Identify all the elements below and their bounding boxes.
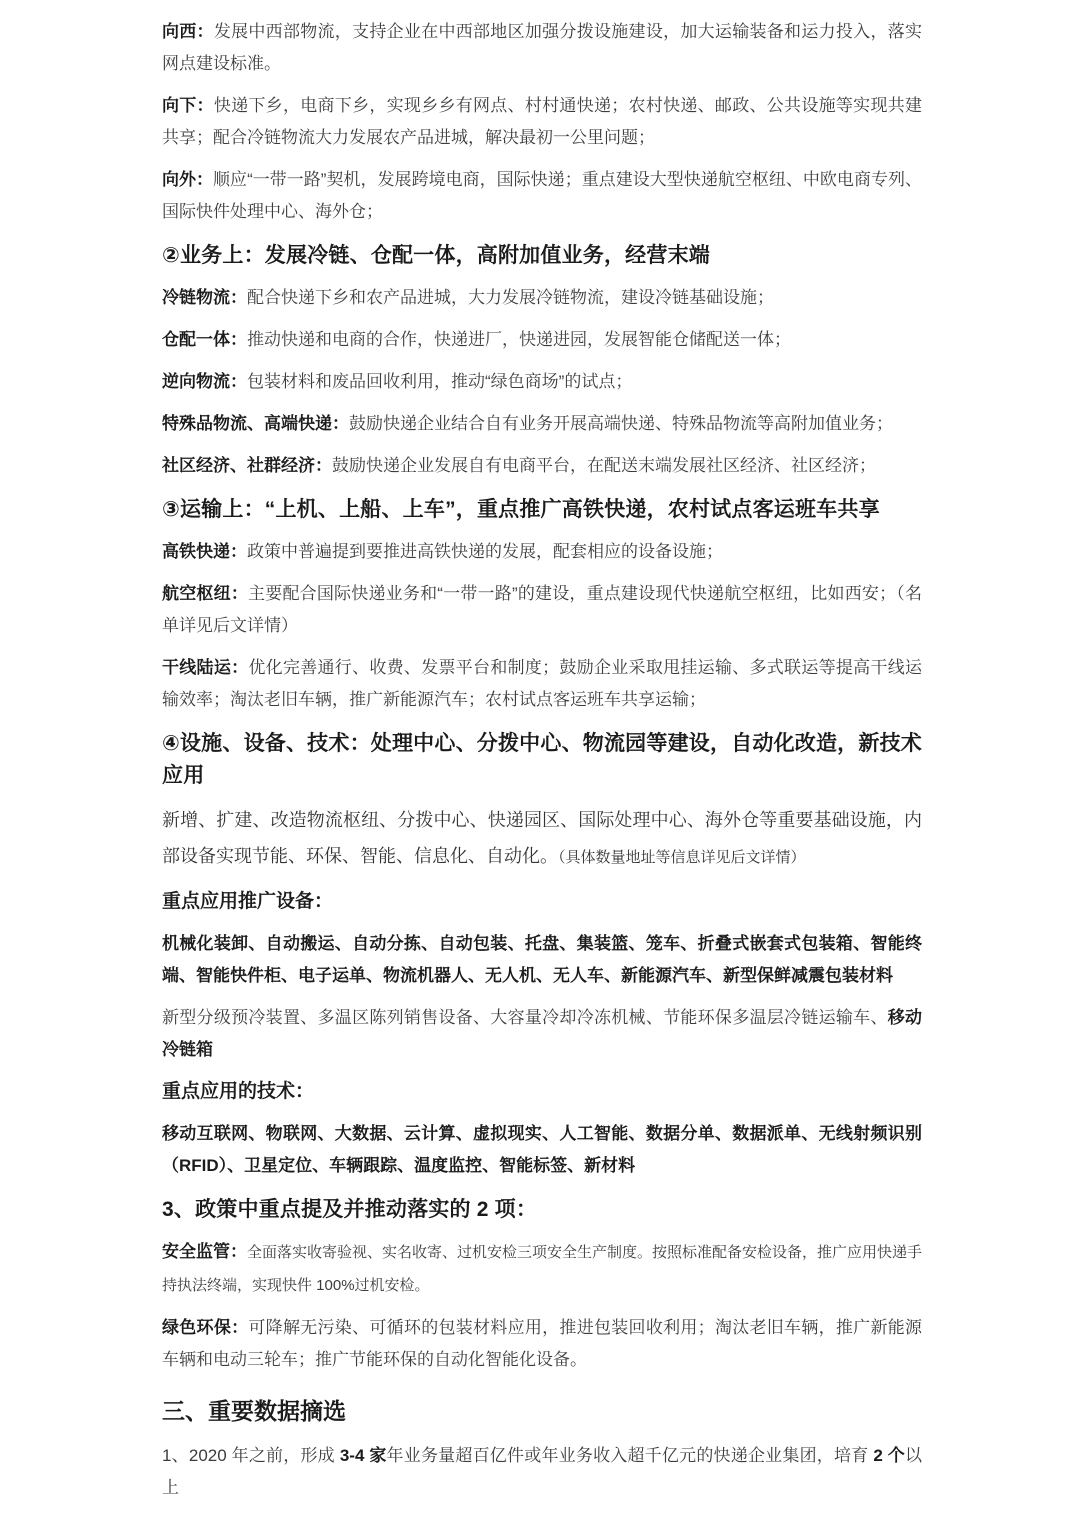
para-trunk-land-transport [162, 652, 922, 716]
para-equipment-list-1 [162, 928, 922, 992]
text-segment: 快递下乡，电商下乡，实现乡乡有网点、村村通快递；农村快递、邮政、公共设施等实现共建共享；配合冷链物流大力发展农产品进城，解决最初一公里问题； [162, 96, 923, 147]
text-segment-bold: 移动互联网、物联网、大数据、云计算、虚拟现实、人工智能、数据分单、数据派单、无线射频识别（RFID）、卫星定位、车辆跟踪、温度监控、智能标签、新材料 [162, 1124, 922, 1175]
heading-key-technology [162, 1076, 922, 1108]
para-safety-supervision [162, 1236, 922, 1302]
text-segment: 顺应“一带一路”契机，发展跨境电商，国际快递；重点建设大型快递航空枢纽、中欧电商专列、国际快件处理中心、海外仓； [162, 170, 922, 221]
para-green-environmental [162, 1312, 922, 1376]
text-segment: 可降解无污染、可循环的包装材料应用，推进包装回收利用；淘汰老旧车辆，推广新能源车辆和电动三轮车；推广节能环保的自动化智能化设备。 [162, 1318, 923, 1369]
text-segment: 以上 [162, 1446, 922, 1497]
text-segment-bold: 3-4 家 [339, 1446, 387, 1465]
text-segment-bold: ②业务上：发展冷链、仓配一体，高附加值业务，经营末端 [162, 244, 710, 267]
para-reverse-logistics [162, 366, 922, 398]
text-segment-bold: 3、政策中重点提及并推动落实的 2 项： [162, 1198, 538, 1221]
para-xiangxi [162, 16, 922, 80]
text-segment-bold: 绿色环保： [162, 1318, 249, 1337]
text-segment: 鼓励快递企业发展自有电商平台，在配送末端发展社区经济、社区经济； [332, 456, 876, 475]
text-segment: 政策中普遍提到要推进高铁快递的发展，配套相应的设备设施； [247, 542, 723, 561]
heading-point-3-two-items [162, 1194, 922, 1226]
para-xiangxia [162, 90, 922, 154]
para-community-economy [162, 450, 922, 482]
text-segment-bold: 仓配一体： [162, 330, 247, 349]
text-segment-bold: 社区经济、社群经济： [162, 456, 332, 475]
text-segment-bold: 机械化装卸、自动搬运、自动分拣、自动包装、托盘、集装篮、笼车、折叠式嵌套式包装箱、智能终端、智能快件柜、电子运单、物流机器人、无人机、无人车、新能源汽车、新型保鲜减震包装材料 [162, 934, 922, 985]
text-segment-bold: ③运输上：“上机、上船、上车”，重点推广高铁快递，农村试点客运班车共享 [162, 498, 880, 521]
text-segment-bold: 移动冷链箱 [162, 1008, 923, 1059]
text-segment: 包装材料和废品回收利用，推动“绿色商场”的试点； [247, 372, 633, 391]
para-aviation-hub [162, 578, 922, 642]
text-segment-bold: 向西： [162, 22, 214, 41]
text-segment-bold: 干线陆运： [162, 658, 249, 677]
text-segment: 新型分级预冷装置、多温区陈列销售设备、大容量冷却冷冻机械、节能环保多温层冷链运输车、 [162, 1008, 888, 1027]
text-segment: 主要配合国际快递业务和“一带一路”的建设，重点建设现代快递航空枢纽，比如西安；（名单详见后文详情） [162, 584, 923, 635]
text-segment-bold: 重点应用的技术： [162, 1081, 315, 1102]
text-segment-bold: 特殊品物流、高端快递： [162, 414, 349, 433]
heading-section-4-facilities [162, 728, 922, 792]
para-special-logistics [162, 408, 922, 440]
text-segment-bold: 航空枢纽： [162, 584, 249, 603]
para-equipment-list-2 [162, 1002, 922, 1066]
text-segment-bold: 向外： [162, 170, 214, 189]
text-segment-bold: 2 个 [873, 1446, 905, 1465]
text-segment-bold: 向下： [162, 96, 214, 115]
text-segment: 优化完善通行、收费、发票平台和制度；鼓励企业采取甩挂运输、多式联运等提高干线运输效率；淘汰老旧车辆，推广新能源汽车；农村试点客运班车共享运输； [162, 658, 923, 709]
text-segment: 配合快递下乡和农产品进城，大力发展冷链物流，建设冷链基础设施； [247, 288, 774, 307]
text-segment-bold: 三、重要数据摘选 [162, 1398, 346, 1424]
text-segment-bold: ④设施、设备、技术：处理中心、分拨中心、物流园等建设，自动化改造，新技术应用 [162, 732, 922, 787]
text-segment-bold: 安全监管： [162, 1242, 247, 1261]
text-segment-bold: 逆向物流： [162, 372, 247, 391]
para-2020-target [162, 1440, 922, 1504]
para-technology-list [162, 1118, 922, 1182]
heading-key-equipment [162, 886, 922, 918]
text-segment: 鼓励快递企业结合自有业务开展高端快递、特殊品物流等高附加值业务； [349, 414, 893, 433]
para-warehouse-delivery [162, 324, 922, 356]
heading-section-3-transport [162, 494, 922, 526]
para-hsr-express [162, 536, 922, 568]
text-segment: （具体数量地址等信息详见后文详情） [558, 849, 806, 866]
text-segment: 全面落实收寄验视、实名收寄、过机安检三项安全生产制度。按照标准配备安检设备，推广应用快递手持执法终端，实现快件 100%过机安检。 [162, 1244, 923, 1294]
text-segment: 推动快递和电商的合作，快递进厂，快递进园，发展智能仓储配送一体； [247, 330, 791, 349]
text-segment-bold: 冷链物流： [162, 288, 247, 307]
para-infrastructure [162, 802, 922, 876]
text-segment: 1、2020 年之前，形成 [162, 1446, 340, 1465]
document-body [162, 16, 922, 1504]
text-segment-bold: 高铁快递： [162, 542, 247, 561]
para-cold-chain [162, 282, 922, 314]
text-segment: 发展中西部物流，支持企业在中西部地区加强分拨设施建设，加大运输装备和运力投入，落实网点建设标准。 [162, 22, 923, 73]
text-segment: 新增、扩建、改造物流枢纽、分拨中心、快递园区、国际处理中心、海外仓等重要基础设施，内部设备实现节能、环保、智能、信息化、自动化。 [162, 810, 922, 866]
heading-section-2-business [162, 240, 922, 272]
text-segment-bold: 重点应用推广设备： [162, 891, 334, 912]
heading-section-three-key-data [162, 1394, 922, 1428]
text-segment: 年业务量超百亿件或年业务收入超千亿元的快递企业集团，培育 [386, 1446, 874, 1465]
para-xiangwai [162, 164, 922, 228]
